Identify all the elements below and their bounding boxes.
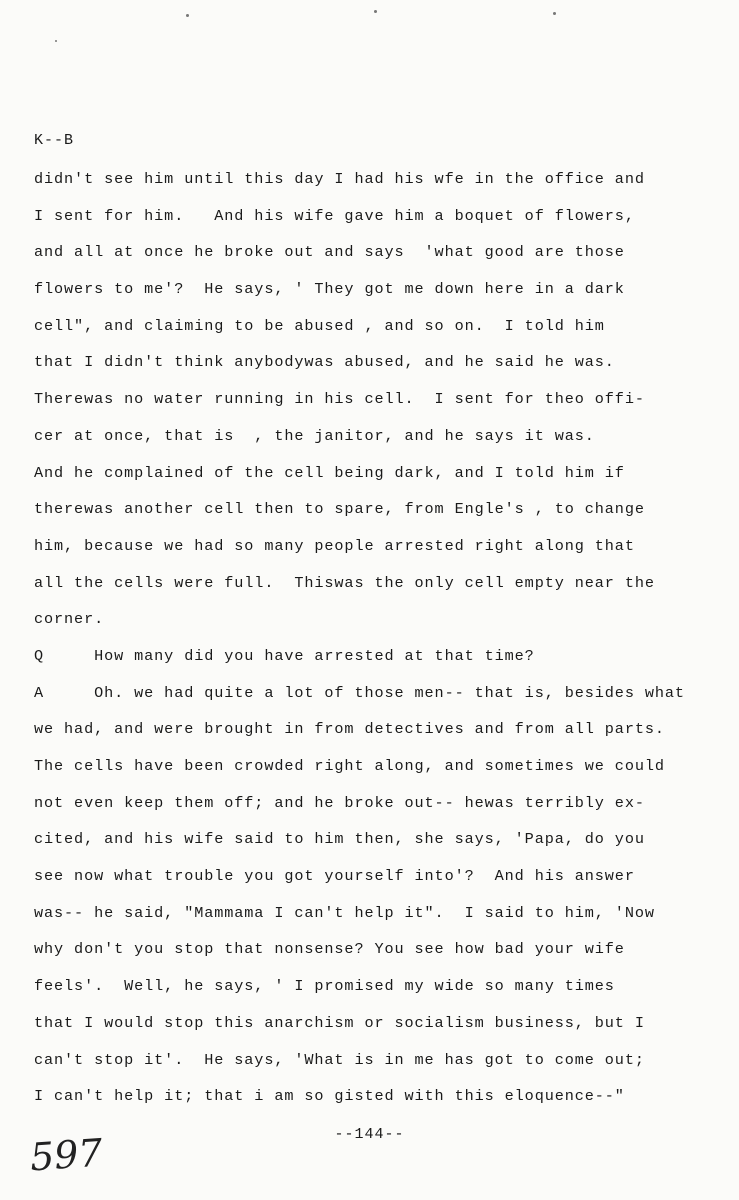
- text-line: flowers to me'? He says, ' They got me down here in a dark: [34, 280, 625, 299]
- text-line: didn't see him until this day I had his wfe in the office and: [34, 170, 645, 188]
- text-line: feels'. Well, he says, ' I promised my wide so many times: [34, 977, 615, 996]
- text-line: Therewas no water running in his cell. I sent for theo offi-: [34, 390, 645, 409]
- scan-speck: [186, 14, 189, 17]
- transcript-body: [34, 166, 724, 1120]
- text-line: I sent for him. And his wife gave him a boquet of flowers,: [34, 206, 635, 225]
- text-line: And he complained of the cell being dark, and I told him if: [34, 463, 625, 482]
- text-line: him, because we had so many people arrested right along that: [34, 536, 635, 555]
- text-line: The cells have been crowded right along, and sometimes we could: [34, 757, 665, 775]
- text-line: I can't help it; that i am so gisted with this eloquence--": [34, 1087, 625, 1106]
- text-line: cited, and his wife said to him then, she says, 'Papa, do you: [34, 830, 645, 849]
- text-line: that I didn't think anybodywas abused, and he said he was.: [34, 353, 615, 372]
- text-line: that I would stop this anarchism or socialism business, but I: [34, 1013, 645, 1032]
- answer-line: A Oh. we had quite a lot of those men-- that is, besides what: [34, 683, 685, 702]
- text-line: why don't you stop that nonsense? You see how bad your wife: [34, 940, 625, 959]
- header-code: K--B: [34, 132, 75, 149]
- text-line: cer at once, that is , the janitor, and he says it was.: [34, 426, 595, 445]
- text-line: corner.: [34, 610, 105, 629]
- text-line: not even keep them off; and he broke out-- hewas terribly ex-: [34, 793, 645, 812]
- text-line: therewas another cell then to spare, from Engle's , to change: [34, 500, 645, 519]
- question-line: Q How many did you have arrested at that time?: [34, 646, 535, 665]
- handwritten-page-number: 597: [28, 1130, 104, 1180]
- text-line: and all at once he broke out and says 'what good are those: [34, 243, 625, 262]
- text-line: cell", and claiming to be abused , and so on. I told him: [34, 316, 605, 335]
- text-line: all the cells were full. Thiswas the only cell empty near the: [34, 573, 655, 592]
- scan-speck: [374, 10, 377, 13]
- scan-speck: [553, 12, 556, 15]
- scan-speck: [55, 40, 57, 42]
- page-number: --144--: [334, 1126, 405, 1143]
- text-line: was-- he said, "Mammama I can't help it". I said to him, 'Now: [34, 903, 655, 922]
- text-line: we had, and were brought in from detectives and from all parts.: [34, 720, 665, 739]
- text-line: can't stop it'. He says, 'What is in me has got to come out;: [34, 1050, 645, 1069]
- text-line: see now what trouble you got yourself into'? And his answer: [34, 867, 635, 886]
